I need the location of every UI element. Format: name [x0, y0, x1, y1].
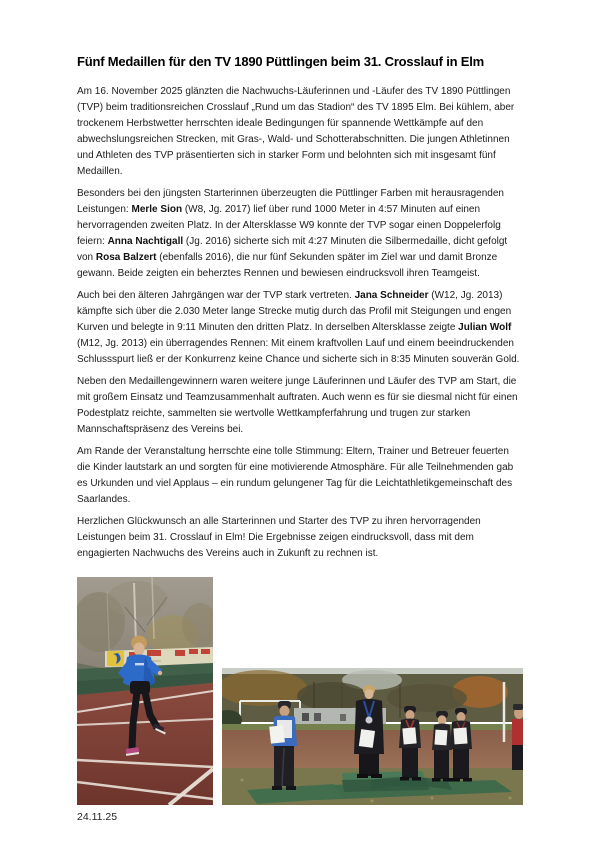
paragraph [77, 374, 524, 438]
text-run: (W8, Jg. 2017) lief über rund 1000 Meter in 4:57 Minuten auf einen hervorragenden zweiten Platz. In der Altersklasse W9 konnte der TVP sogar einen Doppelerfolg feiern: [77, 204, 501, 248]
paragraph [77, 514, 524, 562]
athlete-name: Anna Nachtigall [107, 236, 184, 248]
article-body [77, 84, 524, 562]
text-run: (ebenfalls 2016), die nur fünf Sekunden später im Ziel war und damit Bronze gewann. Beide zeigten ein beherztes Rennen und bewiesen eindrucksvoll ihren Teamgeist. [77, 252, 498, 280]
article-title: Fünf Medaillen für den TV 1890 Püttlingen beim 31. Crosslauf in Elm [77, 54, 485, 69]
athlete-name: Julian Wolf [458, 322, 512, 334]
text-run: Am Rande der Veranstaltung herrschte eine tolle Stimmung: Eltern, Trainer und Betreuer feuerten die Kinder lautstark an und sorgten für eine motivierende Atmosphäre. Für alle Teilnehmenden gab es Urkunden und viel Applaus – ein rundum gelungener Tag für die Leichtathletikgemeinschaft des Saarlandes. [77, 446, 514, 506]
photo-runner-on-track [77, 577, 213, 805]
paragraph [77, 84, 524, 180]
paragraph [77, 288, 524, 368]
photo-podium-ceremony [222, 668, 523, 805]
text-run: Neben den Medaillengewinnern waren weitere junge Läuferinnen und Läufer des TVP am Start, die mit großem Einsatz und Teamzusammenhalt auftraten. Auch wenn es für sie diesmal nicht für einen Podestplatz reichte, sammelten sie wertvolle Wettkampferfahrung und trugen zur starken Mannschaftspräsenz des Vereins bei. [77, 376, 518, 436]
text-run: Herzlichen Glückwunsch an alle Starterinnen und Starter des TVP zu ihren hervorragenden Leistungen beim 31. Crosslauf in Elm! Die Ergebnisse zeigen eindrucksvoll, dass mit dem engagierten Nachwuchs des Vereins auch in Zukunft zu rechnen ist. [77, 516, 481, 560]
page-date: 24.11.25 [77, 811, 118, 823]
text-run: Auch bei den älteren Jahrgängen war der TVP stark vertreten. [77, 290, 355, 302]
athlete-name: Rosa Balzert [95, 252, 157, 264]
athlete-name: Jana Schneider [354, 290, 429, 302]
text-run: (W12, Jg. 2013) kämpfte sich über die 2.030 Meter lange Strecke mutig durch das Profil mit Steigungen und engen Kurven und belegte in 9:11 Minuten den dritten Platz. In derselben Altersklasse zeigte [77, 290, 512, 334]
text-run: Besonders bei den jüngsten Starterinnen überzeugten die Püttlinger Farben mit herausragenden Leistungen: [77, 188, 504, 216]
paragraph [77, 186, 524, 282]
text-run: (M12, Jg. 2013) ein überragendes Rennen: Mit einem kraftvollen Lauf und einem beeindruckenden Schlussspurt ließ er der Konkurrenz keine Chance und sicherte sich in 8:35 Minuten souverän Gold. [77, 338, 520, 366]
article [77, 54, 524, 568]
athlete-name: Merle Sion [131, 204, 183, 216]
text-run: Am 16. November 2025 glänzten die Nachwuchs-Läuferinnen und -Läufer des TV 1890 Püttlingen (TVP) beim traditionsreichen Crosslauf „Rund um das Stadion“ des TV 1895 Elm. Bei kühlem, aber trockenem Herbstwetter herrschten ideale Bedingungen für spannende Wettkämpfe auf den abwechslungsreichen Strecken, mit Gras-, Wald- und Schotterabschnitten. Die jungen Athletinnen und Athleten des TVP präsentierten sich in starker Form und belohnten sich mit insgesamt fünf Medaillen. [77, 86, 515, 178]
text-run: (Jg. 2016) sicherte sich mit 4:27 Minuten die Silbermedaille, dicht gefolgt von [77, 236, 508, 264]
paragraph [77, 444, 524, 508]
